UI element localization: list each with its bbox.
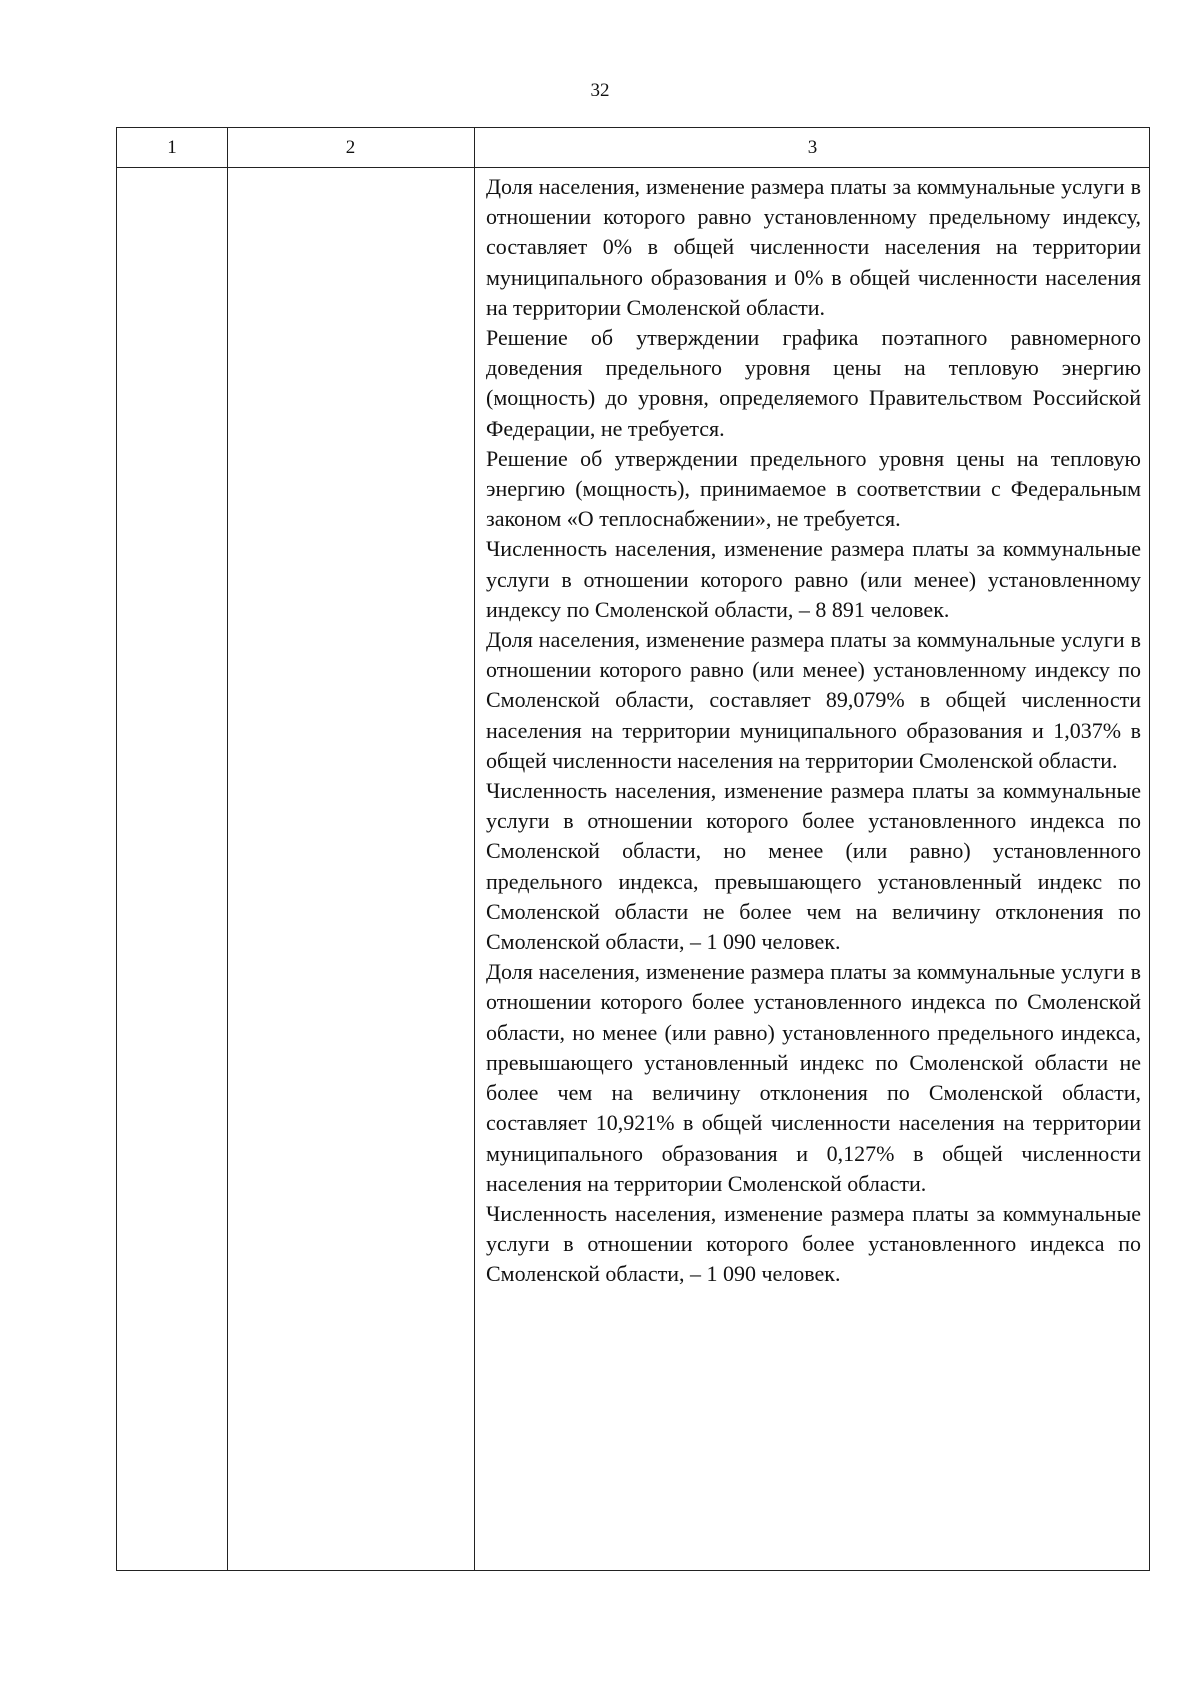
paragraph-share-equal-or-less: Доля населения, изменение размера платы за коммунальные услуги в отношении которого равно (или менее) установленному индексу по Смоленской области, составляет 89,079% в общей численности населения на территории муниципального образования и 1,037% в общей численности населения на территории Смоленской области. bbox=[486, 627, 1141, 773]
table-header-row bbox=[117, 128, 1149, 168]
paragraph-share-equal-limit: Доля населения, изменение размера платы за коммунальные услуги в отношении которого равно установленному предельному индексу, составляет 0% в общей численности населения на территории муниципального образования и 0% в общей численности населения на территории Смоленской области. bbox=[486, 174, 1141, 320]
paragraph-price-level-decision: Решение об утверждении предельного уровня цены на тепловую энергию (мощность), принимаемое в соответствии с Федеральным законом «О теплоснабжении», не требуется. bbox=[486, 445, 1141, 532]
page-number: 32 bbox=[590, 80, 610, 101]
paragraph-count-equal-or-less: Численность населения, изменение размера платы за коммунальные услуги в отношении которого равно (или менее) установленному индексу по Смоленской области, – 8 891 человек. bbox=[486, 536, 1141, 622]
paragraph-count-above-index: Численность населения, изменение размера платы за коммунальные услуги в отношении которого более установленного индекса по Смоленской области, – 1 090 человек. bbox=[486, 1200, 1141, 1287]
paragraph-share-above-within-limit: Доля населения, изменение размера платы за коммунальные услуги в отношении которого более установленного индекса по Смоленской области, но менее (или равно) установленного предельного индекса, превышающего установленный индекс по Смоленской области не более чем на величину отклонения по Смоленской области, составляет 10,921% в общей численности населения на территории муниципального образования и 0,127% в общей численности населения на территории Смоленской области. bbox=[486, 959, 1141, 1196]
paragraph-schedule-decision: Решение об утверждении графика поэтапного равномерного доведения предельного уровня цены на тепловую энергию (мощность) до уровня, определяемого Правительством Российской Федерации, не требуется. bbox=[486, 325, 1141, 441]
column-divider-1-2 bbox=[227, 128, 228, 1570]
column-header-1: 1 bbox=[167, 137, 177, 158]
column-header-3: 3 bbox=[807, 137, 818, 158]
paragraph-count-above-within-limit: Численность населения, изменение размера платы за коммунальные услуги в отношении которого более установленного индекса по Смоленской области, но менее (или равно) установленного предельного индекса, превышающего установленный индекс по Смоленской области не более чем на величину отклонения по Смоленской области, – 1 090 человек. bbox=[486, 778, 1141, 955]
column-divider-2-3 bbox=[474, 128, 475, 1570]
document-table bbox=[116, 127, 1150, 1571]
column-header-2: 2 bbox=[345, 137, 356, 158]
column-3-content bbox=[486, 168, 1141, 1290]
